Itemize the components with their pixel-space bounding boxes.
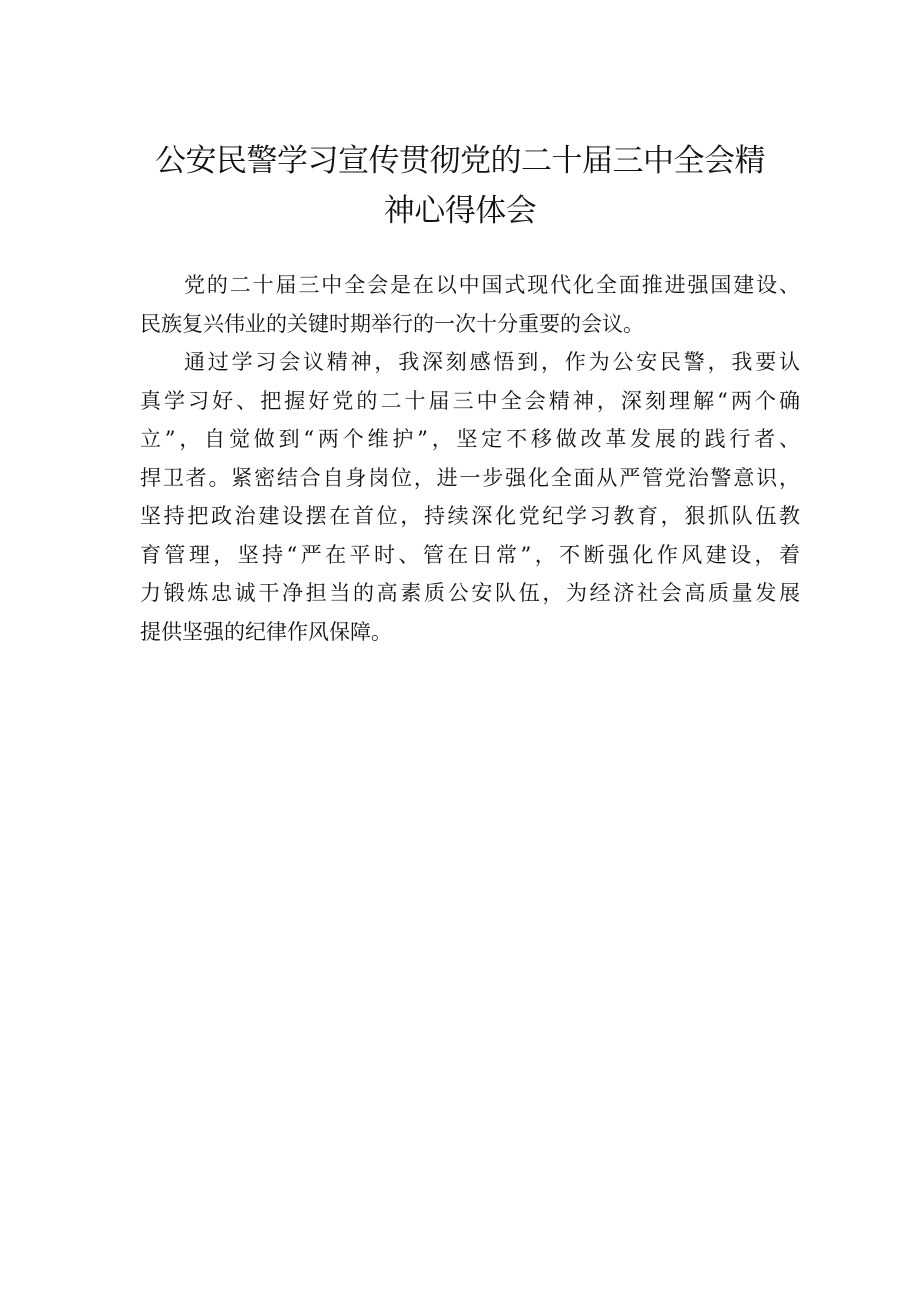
paragraph-line: 民族复兴伟业的关键时期举行的一次十分重要的会议。 <box>140 311 644 336</box>
paragraph-line: 提供坚强的纪律作风保障。 <box>140 619 392 644</box>
paragraph-line: 坚持把政治建设摆在首位，持续深化党纪学习教育，狠抓队伍教 <box>140 504 800 528</box>
title-line: 公安民警学习宣传贯彻党的二十届三中全会精 <box>155 143 765 179</box>
paragraph-line: 通过学习会议精神，我深刻感悟到，作为公安民警，我要认 <box>184 350 800 374</box>
paragraph-2 <box>140 343 800 651</box>
paragraph-1 <box>140 266 800 343</box>
paragraph-line: 立”，自觉做到“两个维护”，坚定不移做改革发展的践行者、 <box>140 427 800 451</box>
paragraph-line: 真学习好、把握好党的二十届三中全会精神，深刻理解“两个确 <box>140 388 800 413</box>
paragraph-line: 育管理，坚持“严在平时、管在日常”，不断强化作风建设，着 <box>140 542 800 567</box>
title-line: 神心得体会 <box>383 193 537 229</box>
document-title <box>140 136 780 236</box>
paragraph-line: 党的二十届三中全会是在以中国式现代化全面推进强国建设、 <box>184 273 800 297</box>
document-body <box>140 266 800 651</box>
paragraph-line: 捍卫者。紧密结合自身岗位，进一步强化全面从严管党治警意识， <box>140 465 800 490</box>
paragraph-line: 力锻炼忠诚干净担当的高素质公安队伍，为经济社会高质量发展 <box>140 581 800 605</box>
